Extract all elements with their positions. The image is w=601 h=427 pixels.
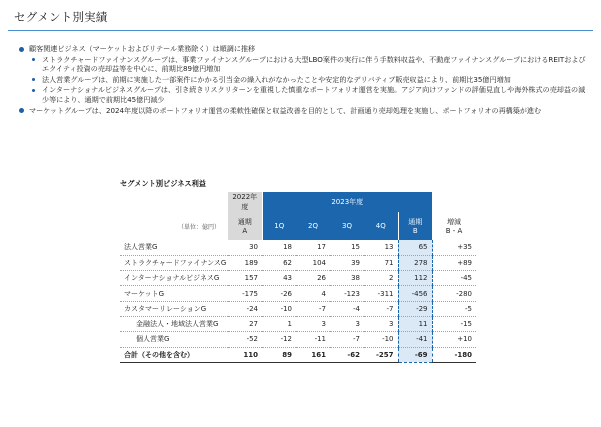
table-row [120, 271, 476, 286]
header-change [432, 212, 476, 240]
header-q4: 4Q [364, 212, 398, 240]
cell-diff: -5 [432, 301, 476, 316]
header-q1: 1Q [262, 212, 296, 240]
cell-a: -24 [228, 301, 262, 316]
table-title: セグメント別ビジネス利益 [120, 179, 206, 188]
cell-diff: -45 [432, 271, 476, 286]
cell-q3: -7 [330, 332, 364, 347]
table-row [120, 347, 476, 362]
page-title: セグメント別実績 [14, 10, 108, 24]
header-full-year-a [228, 212, 262, 240]
row-label: ストラクチャードファイナンスG [120, 255, 228, 270]
cell-q1: 18 [262, 240, 296, 255]
cell-a: 189 [228, 255, 262, 270]
cell-b: -69 [398, 347, 432, 362]
cell-a: 27 [228, 316, 262, 331]
cell-diff: +35 [432, 240, 476, 255]
cell-q2: 17 [296, 240, 330, 255]
cell-b: -456 [398, 286, 432, 301]
unit-label: （単位：億円） [120, 212, 228, 240]
summary-bullet: マーケットグループは、2024年度以降のポートフォリオ運営の柔軟性確保と収益改善を目的として、計画通り売却処理を実施し、ポートフォリオの再構築が進む [18, 106, 590, 116]
header-change-text: 増減 B - A [445, 218, 463, 235]
cell-q3: 3 [330, 316, 364, 331]
cell-b: 278 [398, 255, 432, 270]
table-row [120, 301, 476, 316]
cell-q3: 38 [330, 271, 364, 286]
cell-q1: 43 [262, 271, 296, 286]
cell-b: 11 [398, 316, 432, 331]
cell-b: 65 [398, 240, 432, 255]
header-fy2023: 2023年度 [262, 192, 432, 212]
table-row [120, 332, 476, 347]
cell-q1: -12 [262, 332, 296, 347]
cell-q2: 104 [296, 255, 330, 270]
cell-a: 157 [228, 271, 262, 286]
cell-q1: 62 [262, 255, 296, 270]
row-label: 法人営業G [120, 240, 228, 255]
cell-q2: 3 [296, 316, 330, 331]
segment-profit-table [120, 192, 476, 363]
cell-q4: -311 [364, 286, 398, 301]
cell-q2: 26 [296, 271, 330, 286]
cell-diff: +89 [432, 255, 476, 270]
cell-q1: 1 [262, 316, 296, 331]
cell-diff: -180 [432, 347, 476, 362]
cell-q4: -257 [364, 347, 398, 362]
row-label: カスタマーリレーションG [120, 301, 228, 316]
row-label: 個人営業G [120, 332, 228, 347]
cell-q2: 4 [296, 286, 330, 301]
cell-b: 112 [398, 271, 432, 286]
row-label: 金融法人・地域法人営業G [120, 316, 228, 331]
cell-q3: -123 [330, 286, 364, 301]
cell-a: 30 [228, 240, 262, 255]
cell-q4: 2 [364, 271, 398, 286]
table-row [120, 286, 476, 301]
header-full-year-b-text: 通期 B [408, 218, 423, 235]
cell-q4: -10 [364, 332, 398, 347]
summary-sub-bullet: ストラクチャードファイナンスグループは、事業ファイナンスグループにおける大型LBO案件の実行に伴う手数料収益や、不動産ファイナンスグループにおけるREITおよびエクイティ投資の売却益等を中心に、前期比89億円増加 [18, 55, 590, 74]
summary-sub-bullet: 法人営業グループは、前期に実施した一部案件にかかる引当金の繰入れがなかったことや安定的なデリバティブ販売収益により、前期比35億円増加 [18, 75, 590, 85]
cell-q3: 39 [330, 255, 364, 270]
cell-q1: 89 [262, 347, 296, 362]
header-full-year-a-text: 通期 A [237, 218, 252, 235]
header-full-year-b [398, 212, 432, 240]
table-row [120, 316, 476, 331]
cell-q2: -7 [296, 301, 330, 316]
table-row [120, 240, 476, 255]
cell-a: 110 [228, 347, 262, 362]
table-row [120, 255, 476, 270]
cell-q3: 15 [330, 240, 364, 255]
cell-a: -52 [228, 332, 262, 347]
cell-q1: -26 [262, 286, 296, 301]
cell-q3: -4 [330, 301, 364, 316]
cell-diff: -280 [432, 286, 476, 301]
row-label: インターナショナルビジネスG [120, 271, 228, 286]
row-label: 合計（その他を含む） [120, 347, 228, 362]
summary-bullets [18, 44, 590, 116]
cell-q4: 3 [364, 316, 398, 331]
header-q3: 3Q [330, 212, 364, 240]
cell-diff: +10 [432, 332, 476, 347]
cell-q4: -7 [364, 301, 398, 316]
cell-q3: -62 [330, 347, 364, 362]
cell-diff: -15 [432, 316, 476, 331]
cell-q1: -10 [262, 301, 296, 316]
summary-bullet: 顧客関連ビジネス（マーケットおよびリテール業務除く）は順調に推移 [18, 44, 590, 54]
cell-a: -175 [228, 286, 262, 301]
cell-q2: 161 [296, 347, 330, 362]
cell-b: -29 [398, 301, 432, 316]
cell-q4: 71 [364, 255, 398, 270]
cell-b: -41 [398, 332, 432, 347]
cell-q4: 13 [364, 240, 398, 255]
cell-q2: -11 [296, 332, 330, 347]
row-label: マーケットG [120, 286, 228, 301]
header-fy2022: 2022年度 [228, 192, 262, 212]
header-q2: 2Q [296, 212, 330, 240]
title-divider [8, 30, 593, 31]
summary-sub-bullet: インターナショナルビジネスグループは、引き続きリスクリターンを重視した慎重なポートフォリオ運営を実施。アジア向けファンドの評価見直しや海外株式の売却益の減少等により、通期で前期比45億円減少 [18, 85, 590, 104]
